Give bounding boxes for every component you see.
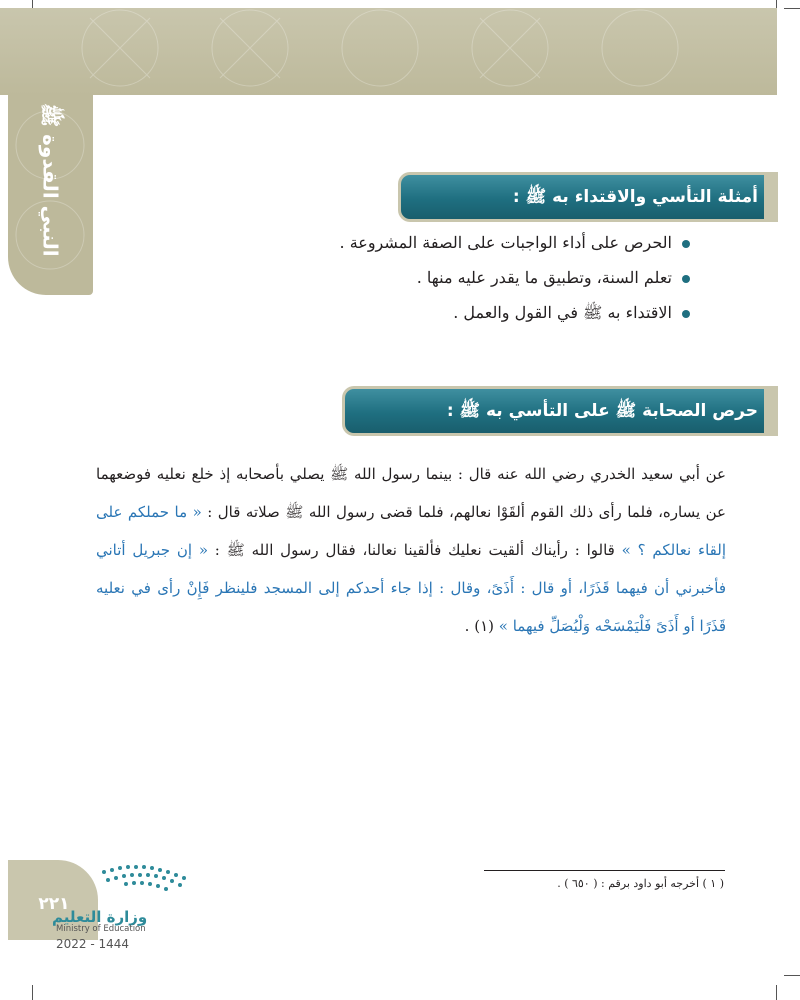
footnote-divider bbox=[484, 870, 725, 871]
edition-year: 2022 - 1444 bbox=[56, 937, 130, 951]
list-item: الاقتداء به ﷺ في القول والعمل . bbox=[130, 295, 690, 330]
quote-text: « ما حملكم على إلقاء نعالكم ؟ » bbox=[96, 503, 726, 559]
section-heading-text: حرص الصحابة ﷺ على التأسي به ﷺ : bbox=[446, 401, 758, 421]
crop-mark bbox=[32, 0, 33, 8]
header-band bbox=[0, 8, 777, 95]
ministry-name-arabic: وزارة التعليم bbox=[52, 908, 148, 926]
bullet-icon bbox=[682, 275, 690, 283]
crop-mark bbox=[784, 975, 800, 976]
list-item: الحرص على أداء الواجبات على الصفة المشروعة . bbox=[130, 225, 690, 260]
hadith-paragraph: عن أبي سعيد الخدري رضي الله عنه قال : بينما رسول الله ﷺ يصلي بأصحابه إذ خلع نعليه فوضعهما عن يساره، فلما رأى ذلك القوم ألقَوْا نعالهم، فلما قضى رسول الله ﷺ صلاته قال : « ما حملكم على إلقاء نعالكم ؟ » قالوا : رأيناك ألقيت نعليك فألقينا نعالنا، فقال رسول الله ﷺ : « إن جبريل أتاني فأخبرني أن فيهما قَذَرًا، أو قال : أَذَىً، وقال : إذا جاء أحدكم إلى المسجد فلينظر فَإِنْ رأى في نعليه قَذَرًا أو أَذَىً فَلْيَمْسَحْه وَلْيُصَلِّ فيهما » (١) . bbox=[96, 465, 726, 635]
crop-mark bbox=[32, 985, 33, 1000]
section-heading-text: أمثلة التأسي والاقتداء به ﷺ : bbox=[512, 187, 758, 207]
quote-text: « إن جبريل أتاني فأخبرني أن فيهما قَذَرًا، أو قال : أَذَىً، وقال : إذا جاء أحدكم إلى المسجد فلينظر فَإِنْ رأى في نعليه قَذَرًا أو أَذَىً فَلْيَمْسَحْه وَلْيُصَلِّ فيهما » bbox=[96, 541, 726, 635]
list-item: تعلم السنة، وتطبيق ما يقدر عليه منها . bbox=[130, 260, 690, 295]
footnote: ( ١ ) أخرجه أبو داود برقم : ( ٦٥٠ ) . bbox=[557, 877, 724, 890]
section-heading bbox=[342, 386, 778, 436]
ministry-name-english: Ministry of Education bbox=[56, 924, 146, 934]
crop-mark bbox=[776, 0, 777, 8]
crop-mark bbox=[776, 985, 777, 1000]
crop-mark bbox=[784, 8, 800, 9]
page-number: ٢٢١ bbox=[32, 882, 76, 926]
bullet-icon bbox=[682, 240, 690, 248]
bullet-icon bbox=[682, 310, 690, 318]
chapter-title: النبي القدوة ﷺ bbox=[38, 103, 63, 257]
geometric-pattern-icon bbox=[0, 8, 777, 95]
ministry-logo-icon bbox=[96, 862, 192, 902]
section-heading bbox=[398, 172, 778, 222]
bullet-list bbox=[130, 225, 690, 330]
